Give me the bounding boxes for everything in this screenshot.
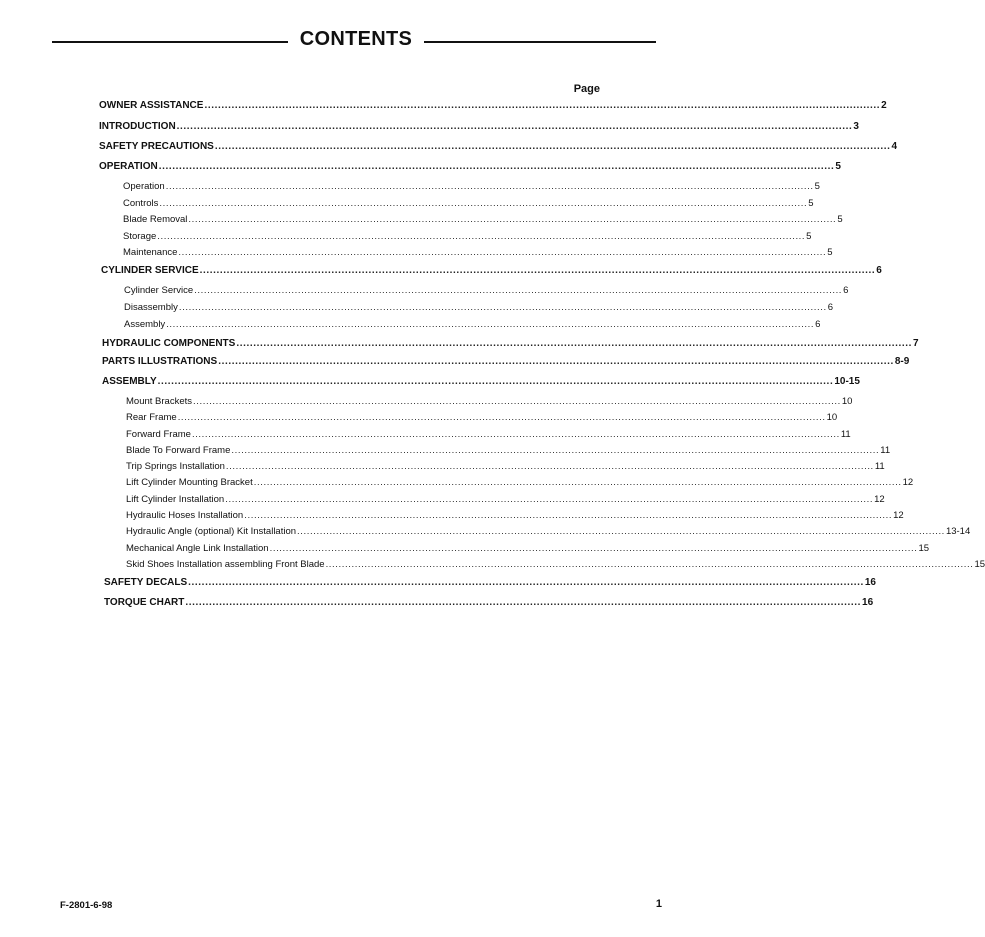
- toc-entry-page: 16: [864, 577, 876, 588]
- toc-subsection: [123, 178, 820, 192]
- page-column-label: Page: [573, 83, 600, 95]
- toc-entry-label: Forward Frame: [126, 429, 191, 440]
- page-number: 1: [655, 898, 662, 910]
- toc-entry-page: 6: [876, 265, 882, 276]
- toc-entry-page: 5: [837, 214, 843, 225]
- toc-leader-dots: ........................................................................................................................................................................................................: [178, 247, 827, 258]
- toc-leader-dots: ........................................................................................................................................................................................................: [158, 161, 835, 172]
- toc-entry-page: 15: [974, 559, 985, 570]
- toc-entry-page: 5: [827, 247, 833, 258]
- toc-entry-page: 5: [808, 198, 814, 209]
- toc-leader-dots: ........................................................................................................................................................................................................: [157, 376, 834, 387]
- toc-entry-label: Blade Removal: [123, 214, 188, 225]
- toc-subsection: [126, 491, 885, 505]
- toc-leader-dots: ........................................................................................................................................................................................................: [191, 429, 840, 440]
- toc-entry-label: Assembly: [124, 319, 166, 330]
- toc-section: [104, 594, 874, 608]
- toc-section: [102, 335, 919, 349]
- toc-leader-dots: ........................................................................................................................................................................................................: [231, 445, 880, 456]
- toc-entry-label: Storage: [123, 231, 157, 242]
- toc-leader-dots: ........................................................................................................................................................................................................: [194, 285, 843, 296]
- toc-leader-dots: ........................................................................................................................................................................................................: [225, 461, 874, 472]
- toc-entry-page: 12: [874, 494, 885, 505]
- toc-leader-dots: ........................................................................................................................................................................................................: [188, 577, 864, 588]
- toc-entry-label: Cylinder Service: [124, 285, 194, 296]
- toc-section: [99, 118, 859, 132]
- toc-subsection: [126, 507, 904, 521]
- toc-entry-page: 11: [880, 445, 891, 456]
- toc-entry-page: 5: [814, 181, 820, 192]
- toc-entry-page: 11: [874, 461, 885, 472]
- toc-section: [99, 138, 898, 152]
- toc-entry-label: SAFETY PRECAUTIONS: [99, 141, 214, 152]
- toc-entry-label: OPERATION: [99, 161, 158, 172]
- toc-entry-page: 7: [913, 338, 919, 349]
- toc-entry-label: Operation: [123, 181, 165, 192]
- toc-entry-label: Skid Shoes Installation assembling Front Blade: [126, 559, 325, 570]
- toc-entry-page: 2: [881, 100, 887, 111]
- toc-entry-page: 8-9: [894, 356, 910, 367]
- toc-leader-dots: ........................................................................................................................................................................................................: [269, 543, 918, 554]
- toc-entry-page: 6: [827, 302, 834, 313]
- toc-entry-page: 10: [826, 412, 838, 423]
- toc-section: [102, 373, 860, 387]
- toc-subsection: [126, 556, 985, 570]
- toc-entry-page: 16: [862, 597, 874, 608]
- header-rule-left: [52, 41, 288, 43]
- toc-entry-page: 6: [843, 285, 849, 296]
- toc-entry-page: 10: [841, 396, 853, 407]
- toc-entry-page: 15: [918, 543, 930, 554]
- toc-entry-page: 3: [853, 121, 859, 132]
- toc-entry-label: Disassembly: [124, 302, 178, 313]
- toc-entry-label: Rear Frame: [126, 412, 177, 423]
- toc-leader-dots: ........................................................................................................................................................................................................: [157, 231, 806, 242]
- toc-entry-label: Blade To Forward Frame: [126, 445, 231, 456]
- toc-leader-dots: ........................................................................................................................................................................................................: [193, 396, 841, 407]
- toc-entry-label: Lift Cylinder Mounting Bracket: [126, 477, 253, 488]
- page-title: CONTENTS: [299, 28, 413, 50]
- toc-leader-dots: ........................................................................................................................................................................................................: [225, 494, 874, 505]
- toc-subsection: [123, 211, 843, 225]
- toc-subsection: [124, 282, 849, 296]
- toc-entry-page: 4: [891, 141, 898, 152]
- toc-entry-label: ASSEMBLY: [102, 376, 157, 387]
- toc-entry-page: 10-15: [834, 376, 860, 387]
- toc-entry-label: Lift Cylinder Installation: [126, 494, 225, 505]
- toc-entry-label: Maintenance: [123, 247, 178, 258]
- toc-leader-dots: ........................................................................................................................................................................................................: [199, 265, 876, 276]
- toc-subsection: [123, 244, 833, 258]
- toc-leader-dots: ........................................................................................................................................................................................................: [166, 319, 815, 330]
- toc-leader-dots: ........................................................................................................................................................................................................: [165, 181, 814, 192]
- toc-entry-label: Mechanical Angle Link Installation: [126, 543, 269, 554]
- toc-entry-label: Controls: [123, 198, 159, 209]
- toc-section: [104, 574, 876, 588]
- document-code: F-2801-6-98: [60, 900, 113, 911]
- toc-entry-label: Mount Brackets: [126, 396, 192, 407]
- toc-subsection: [124, 299, 834, 313]
- toc-section: [102, 353, 910, 367]
- toc-subsection: [126, 393, 853, 407]
- toc-entry-page: 12: [902, 477, 914, 488]
- toc-entry-page: 5: [835, 161, 841, 172]
- toc-entry-label: OWNER ASSISTANCE: [99, 100, 204, 111]
- toc-subsection: [126, 523, 971, 537]
- toc-entry-label: Hydraulic Angle (optional) Kit Installation: [126, 526, 297, 537]
- toc-entry-label: SAFETY DECALS: [104, 577, 188, 588]
- toc-leader-dots: ........................................................................................................................................................................................................: [177, 412, 826, 423]
- toc-leader-dots: ........................................................................................................................................................................................................: [325, 559, 974, 570]
- toc-leader-dots: ........................................................................................................................................................................................................: [236, 338, 913, 349]
- toc-leader-dots: ........................................................................................................................................................................................................: [214, 141, 891, 152]
- toc-subsection: [126, 540, 930, 554]
- toc-entry-page: 13-14: [945, 526, 971, 537]
- toc-subsection: [126, 458, 885, 472]
- toc-entry-label: TORQUE CHART: [104, 597, 185, 608]
- toc-leader-dots: ........................................................................................................................................................................................................: [244, 510, 893, 521]
- toc-section: [99, 158, 841, 172]
- toc-leader-dots: ........................................................................................................................................................................................................: [178, 302, 827, 313]
- toc-section: [101, 262, 882, 276]
- toc-section: [99, 97, 887, 111]
- toc-leader-dots: ........................................................................................................................................................................................................: [176, 121, 853, 132]
- toc-entry-label: Trip Springs Installation: [126, 461, 225, 472]
- toc-entry-page: 11: [840, 429, 851, 440]
- toc-entry-page: 6: [815, 319, 821, 330]
- contents-header: [0, 28, 704, 52]
- toc-subsection: [123, 195, 814, 209]
- toc-leader-dots: ........................................................................................................................................................................................................: [253, 477, 902, 488]
- toc-subsection: [126, 442, 891, 456]
- toc-leader-dots: ........................................................................................................................................................................................................: [297, 526, 945, 537]
- toc-entry-label: CYLINDER SERVICE: [101, 265, 199, 276]
- toc-subsection: [126, 409, 838, 423]
- toc-entry-page: 5: [806, 231, 812, 242]
- toc-leader-dots: ........................................................................................................................................................................................................: [159, 198, 808, 209]
- toc-subsection: [123, 228, 812, 242]
- toc-leader-dots: ........................................................................................................................................................................................................: [185, 597, 862, 608]
- toc-entry-label: INTRODUCTION: [99, 121, 176, 132]
- toc-entry-label: HYDRAULIC COMPONENTS: [102, 338, 236, 349]
- toc-leader-dots: ........................................................................................................................................................................................................: [204, 100, 881, 111]
- toc-entry-label: Hydraulic Hoses Installation: [126, 510, 244, 521]
- toc-entry-page: 12: [893, 510, 904, 521]
- toc-subsection: [124, 316, 821, 330]
- toc-subsection: [126, 426, 851, 440]
- toc-leader-dots: ........................................................................................................................................................................................................: [218, 356, 894, 367]
- header-rule-right: [424, 41, 656, 43]
- toc-leader-dots: ........................................................................................................................................................................................................: [188, 214, 837, 225]
- toc-subsection: [126, 474, 914, 488]
- toc-entry-label: PARTS ILLUSTRATIONS: [102, 356, 218, 367]
